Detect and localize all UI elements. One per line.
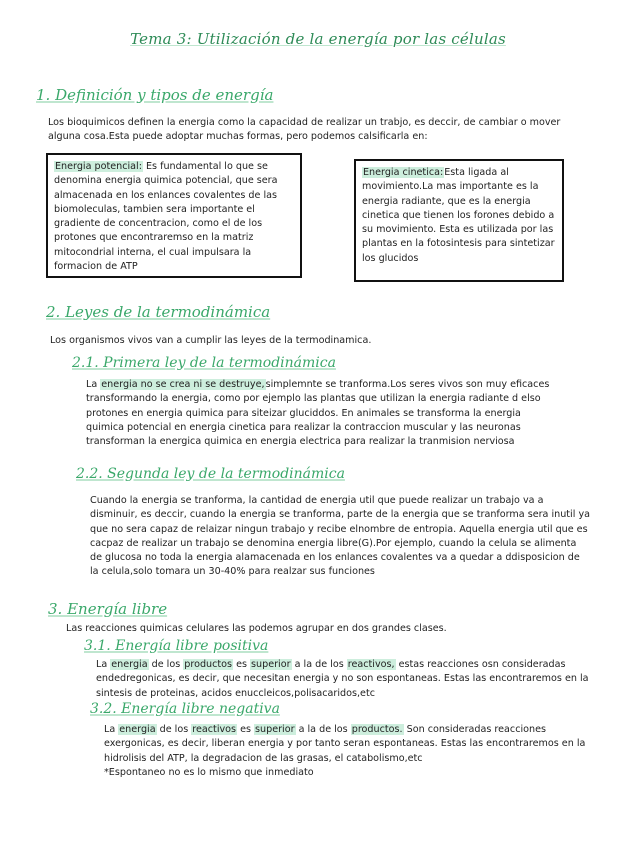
s32-t3: es	[237, 724, 255, 735]
section-1-intro: Los bioquimicos definen la energia como la capacidad de realizar un trabjo, es deccir, de cambiar o mover alguna cosa.Esta puede adoptar muchas formas, pero podemos calsificarla en:	[48, 117, 561, 143]
s31-t4: a la de los	[291, 659, 347, 670]
energia-potencial-box	[46, 153, 302, 278]
section-2-1-heading: 2.1. Primera ley de la termodinámica	[72, 355, 336, 371]
s31-hl-reactivos: reactivos,	[347, 659, 395, 670]
section-3-1-text	[96, 658, 590, 701]
page-title: Tema 3: Utilización de la energía por las células	[130, 30, 506, 48]
section-2-1-highlight: energia no se crea ni se destruye,	[101, 379, 265, 390]
section-2-1-text	[86, 378, 556, 449]
s32-hl-energia: energia	[119, 724, 156, 735]
s32-hl-superior: superior	[255, 724, 295, 735]
section-2-heading: 2. Leyes de la termodinámica	[46, 303, 271, 321]
section-2-1-pre: La	[86, 379, 101, 390]
s32-t5: Son consideradas reacciones exergonicas, es decir, liberan energia y por tanto seran espontaneas. Estas las encontraremos en la hidrolisis del ATP, la degradacion de las grasas, el catabolismo,etc	[104, 724, 586, 764]
s31-hl-superior: superior	[251, 659, 291, 670]
section-2-2-text: Cuando la energia se tranforma, la cantidad de energia util que puede realizar un trabajo va a disminuir, es deccir, cuando la energia se tranforma, parte de la energia que se tranforma sera inutil ya que no sera capaz de relaizar ningun trabajo y recibe elnombre de entropia. Aquella energia util que es cacpaz de realizar un trabajo se denomina energia libre(G).Por ejemplo, cuando la celula se alimenta de glucosa no toda la energia alamacenada en los enlances covalentes va a quedar a ddisposicion de la celula,solo tomara un 30-40% para realzar sus funciones	[90, 495, 590, 578]
energia-cinetica-box	[354, 159, 564, 282]
section-2-1-body: simplemnte se tranforma.Los seres vivos son muy eficaces transformando la energia, como por ejemplo las plantas que utilizan la energia radiante d elso protones en energia quimica para siteizar gluciddos. En animales se transforma la energia quimica potencial en energia cinetica para realizar la contraccion muscular y las neuronas transforman la energica quimica en energia electrica para realizar la tranmision nerviosa	[86, 379, 550, 448]
s32-note: *Espontaneo no es lo mismo que inmediato	[104, 766, 314, 778]
section-3-intro: Las reacciones quimicas celulares las podemos agrupar en dos grandes clases.	[66, 623, 447, 634]
section-1-heading: 1. Definición y tipos de energía	[36, 86, 274, 104]
energia-cinetica-text: Esta ligada al movimiento.La mas importante es la energia radiante, que es la energia cinetica que tienen los forones debido a su movimiento. Esta es utilizada por las plantas en la fotosintesis para sintetizar los glucidos	[362, 167, 555, 264]
s32-hl-reactivos: reactivos	[192, 724, 237, 735]
s31-t2: de los	[148, 659, 184, 670]
s31-t1: La	[96, 659, 111, 670]
section-3-heading: 3. Energía libre	[48, 600, 168, 618]
section-3-2-heading: 3.2. Energía libre negativa	[90, 701, 280, 717]
energia-potencial-term: Energia potencial:	[55, 161, 142, 172]
s32-t2: de los	[156, 724, 192, 735]
s31-hl-energia: energia	[111, 659, 148, 670]
s31-t5: estas reacciones osn consideradas endedregonicas, es decir, que necesitan energia y no son espontaneas. Estas las encontraremos en la sintesis de proteinas, acidos enuccleicos,polisacaridos,etc	[96, 659, 589, 699]
section-3-1-heading: 3.1. Energía libre positiva	[84, 638, 269, 654]
section-3-2-text	[104, 723, 594, 780]
section-2-2-heading: 2.2. Segunda ley de la termodinámica	[76, 466, 345, 482]
section-2-intro: Los organismos vivos van a cumplir las leyes de la termodinamica.	[50, 335, 372, 346]
energia-cinetica-term: Energia cinetica:	[363, 167, 444, 178]
energia-potencial-text: Es fundamental lo que se denomina energia quimica potencial, que sera almacenada en los enlances covalentes de las biomoleculas, tambien sera importante el gradiente de concentracion, como el de los protones que encontraremso en la matriz mitocondrial interna, el cual impulsara la formacion de ATP	[54, 161, 278, 273]
s31-hl-productos: productos	[184, 659, 233, 670]
s31-t3: es	[233, 659, 251, 670]
s32-t4: a la de los	[295, 724, 351, 735]
s32-hl-productos: productos.	[351, 724, 403, 735]
s32-t1: La	[104, 724, 119, 735]
